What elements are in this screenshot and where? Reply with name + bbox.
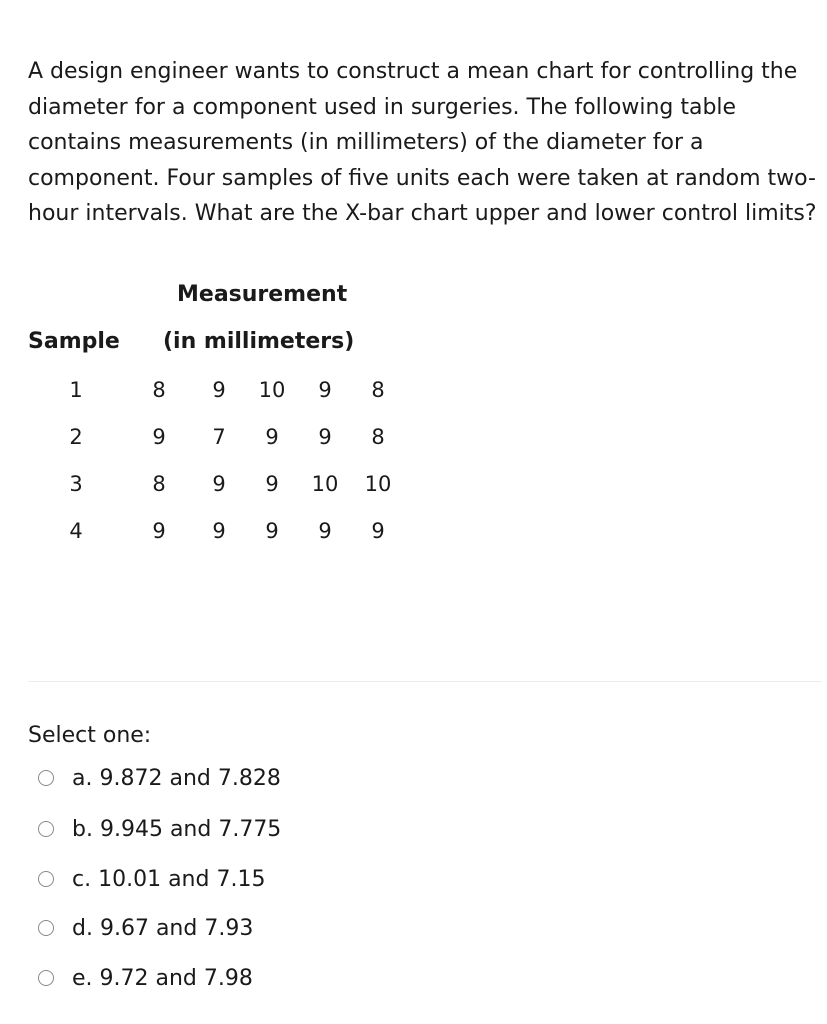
answer-option[interactable]: [38, 963, 253, 993]
measurement-value: 9: [371, 519, 385, 543]
measurement-value: 7: [212, 425, 226, 449]
measurement-value: 9: [152, 425, 166, 449]
measurement-value: 9: [265, 519, 279, 543]
select-one-label: Select one:: [28, 723, 152, 748]
measurement-value: 9: [265, 425, 279, 449]
measurement-value: 9: [212, 519, 226, 543]
sample-number: 1: [69, 378, 83, 402]
radio-button[interactable]: [38, 970, 54, 986]
option-text: 9.72 and 7.98: [99, 965, 253, 991]
unit-header: (in millimeters): [163, 329, 355, 354]
question-text: A design engineer wants to construct a mean chart for controlling the diameter for a component used in surgeries. The following table contains measurements (in millimeters) of the diameter for a component. Four samples of five units each were taken at random two-hour intervals. What are the X-bar chart upper and lower control limits?: [28, 59, 817, 226]
divider: [28, 681, 822, 682]
measurement-value: 8: [371, 425, 385, 449]
measurement-value: 8: [152, 472, 166, 496]
option-label[interactable]: [72, 966, 253, 991]
option-text: 9.945 and 7.775: [99, 816, 282, 842]
measurement-value: 9: [318, 519, 332, 543]
measurement-value: 8: [152, 378, 166, 402]
option-label[interactable]: [72, 766, 281, 791]
option-text: 9.872 and 7.828: [99, 765, 281, 791]
answer-option[interactable]: [38, 913, 253, 943]
option-letter: c.: [72, 866, 92, 892]
answer-option[interactable]: [38, 763, 281, 793]
radio-button[interactable]: [38, 920, 54, 936]
option-letter: a.: [72, 765, 93, 791]
option-letter: d.: [72, 915, 93, 941]
measurement-value: 8: [371, 378, 385, 402]
sample-number: 2: [69, 425, 83, 449]
option-text: 9.67 and 7.93: [99, 915, 254, 941]
sample-header: Sample: [28, 329, 120, 354]
option-letter: e.: [72, 965, 93, 991]
measurement-value: 10: [364, 472, 392, 496]
radio-button[interactable]: [38, 871, 54, 887]
measurement-value: 9: [212, 378, 226, 402]
measurement-value: 9: [212, 472, 226, 496]
measurement-value: 9: [152, 519, 166, 543]
option-letter: b.: [72, 816, 93, 842]
option-label[interactable]: [72, 867, 265, 892]
radio-button[interactable]: [38, 770, 54, 786]
measurement-value: 10: [258, 378, 286, 402]
measurement-value: 9: [265, 472, 279, 496]
measurement-value: 9: [318, 425, 332, 449]
radio-button[interactable]: [38, 821, 54, 837]
measurement-header: Measurement: [177, 282, 348, 307]
sample-number: 3: [69, 472, 83, 496]
answer-option[interactable]: [38, 814, 281, 844]
option-text: 10.01 and 7.15: [98, 866, 266, 892]
answer-option[interactable]: [38, 864, 265, 894]
measurement-value: 10: [311, 472, 339, 496]
measurement-value: 9: [318, 378, 332, 402]
option-label[interactable]: [72, 817, 281, 842]
option-label[interactable]: [72, 916, 253, 941]
sample-number: 4: [69, 519, 83, 543]
